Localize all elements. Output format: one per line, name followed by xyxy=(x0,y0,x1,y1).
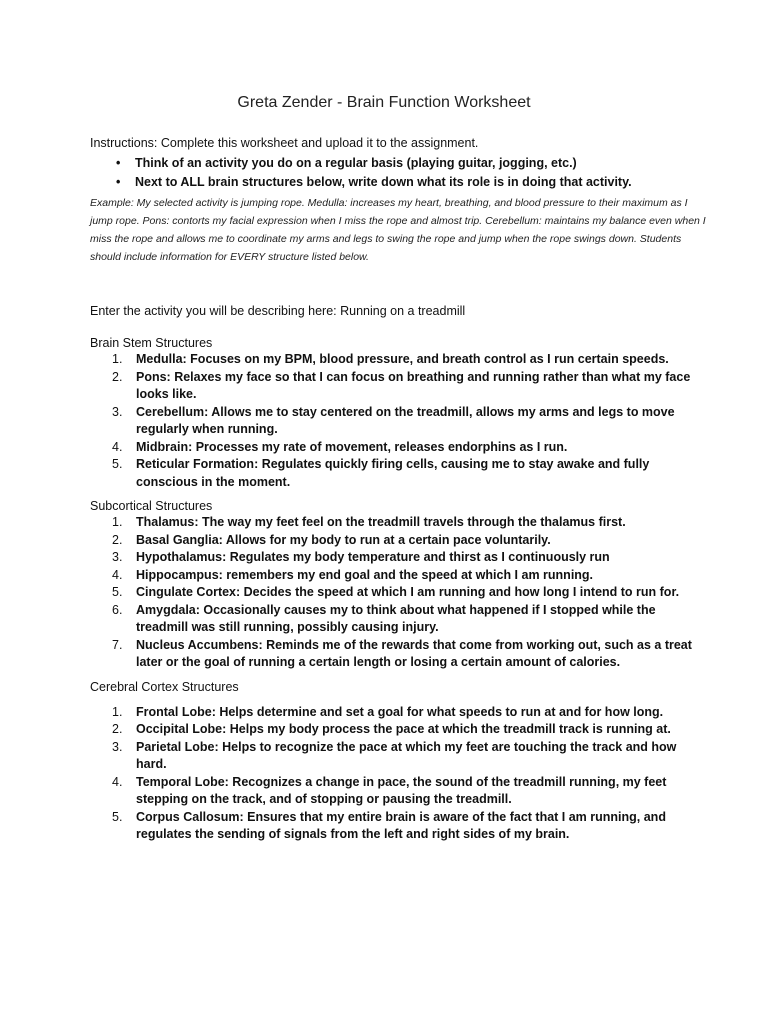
item-number: 6. xyxy=(112,602,123,617)
item-text: Cerebellum: Allows me to stay centered on the treadmill, allows my arms and legs to move regularly when running. xyxy=(136,404,675,436)
list-item xyxy=(112,514,708,532)
item-number: 4. xyxy=(112,567,123,582)
section-heading-cerebral-cortex: Cerebral Cortex Structures xyxy=(90,679,239,694)
item-number: 4. xyxy=(112,439,123,454)
item-number: 1. xyxy=(112,352,123,366)
list-item xyxy=(112,567,708,585)
subcortical-list xyxy=(90,514,708,672)
list-item xyxy=(112,532,708,550)
item-number: 2. xyxy=(112,722,123,736)
cerebral-cortex-list xyxy=(90,704,708,844)
item-text: Nucleus Accumbens: Reminds me of the rewards that come from working out, such as a treat later or the goal of running a certain length or losing a certain amount of calories. xyxy=(136,637,692,669)
item-text: Parietal Lobe: Helps to recognize the pace at which my feet are touching the track and how hard. xyxy=(136,739,677,771)
section-heading-brain-stem: Brain Stem Structures xyxy=(90,336,213,350)
list-item xyxy=(112,637,708,672)
item-number: 4. xyxy=(112,774,123,789)
item-number: 1. xyxy=(112,515,123,529)
item-text: Occipital Lobe: Helps my body process the pace at which the treadmill track is running at. xyxy=(136,722,671,736)
list-item xyxy=(112,351,708,369)
item-text: Medulla: Focuses on my BPM, blood pressure, and breath control as I run certain speeds. xyxy=(136,352,669,366)
list-item xyxy=(112,456,708,491)
item-number: 3. xyxy=(112,404,123,419)
list-item xyxy=(112,809,708,844)
item-text: Amygdala: Occasionally causes my to think about what happened if I stopped while the treadmill was still running, possibly causing injury. xyxy=(136,602,656,634)
list-item xyxy=(112,704,708,722)
list-item xyxy=(112,774,708,809)
item-number: 3. xyxy=(112,550,123,564)
item-text: Basal Ganglia: Allows for my body to run at a certain pace voluntarily. xyxy=(136,532,551,547)
section-heading-subcortical: Subcortical Structures xyxy=(90,499,213,513)
list-item xyxy=(112,404,708,439)
item-number: 2. xyxy=(112,369,123,384)
item-number: 3. xyxy=(112,739,123,754)
list-item xyxy=(112,369,708,404)
item-number: 5. xyxy=(112,585,123,599)
example-paragraph: Example: My selected activity is jumping rope. Medulla: increases my heart, breathing, and blood pressure to their maximum as I jump rope. Pons: contorts my facial expression when I miss the rope and almost trip. Cerebellum: maintains my balance even when I miss the rope and allows me to coordinate my arms and legs to swing the rope and jump when the rope swings down. Students should include information for EVERY structure listed below. xyxy=(90,197,706,263)
list-item xyxy=(112,584,708,602)
item-number: 5. xyxy=(112,457,123,471)
item-text: Midbrain: Processes my rate of movement, releases endorphins as I run. xyxy=(136,439,568,454)
instruction-bullets xyxy=(90,154,708,192)
page-title: Greta Zender - Brain Function Worksheet xyxy=(237,94,531,111)
list-item xyxy=(112,549,708,567)
list-item xyxy=(112,721,708,739)
activity-line: Enter the activity you will be describing here: Running on a treadmill xyxy=(90,304,466,318)
item-number: 1. xyxy=(112,704,123,719)
item-text: Hypothalamus: Regulates my body temperature and thirst as I continuously run xyxy=(136,550,610,564)
item-text: Reticular Formation: Regulates quickly firing cells, causing me to stay awake and fully conscious in the moment. xyxy=(136,457,650,489)
item-text: Temporal Lobe: Recognizes a change in pace, the sound of the treadmill running, my feet stepping on the track, and of stopping or pausing the treadmill. xyxy=(136,774,667,806)
item-text: Thalamus: The way my feet feel on the treadmill travels through the thalamus first. xyxy=(136,515,626,529)
bullet-item: • Next to ALL brain structures below, write down what its role is in doing that activity. xyxy=(116,173,708,192)
item-number: 2. xyxy=(112,532,123,547)
item-text: Hippocampus: remembers my end goal and the speed at which I am running. xyxy=(136,567,594,582)
list-item xyxy=(112,439,708,457)
item-text: Corpus Callosum: Ensures that my entire brain is aware of the fact that I am running, and regulates the sending of signals from the left and right sides of my brain. xyxy=(136,809,666,841)
list-item xyxy=(112,602,708,637)
item-text: Cingulate Cortex: Decides the speed at which I am running and how long I intend to run for. xyxy=(136,585,680,599)
bullet-item: • Think of an activity you do on a regular basis (playing guitar, jogging, etc.) xyxy=(116,154,708,173)
item-text: Frontal Lobe: Helps determine and set a goal for what speeds to run at and for how long. xyxy=(136,704,664,719)
instructions: Instructions: Complete this worksheet and upload it to the assignment. xyxy=(90,136,479,150)
list-item xyxy=(112,739,708,774)
item-number: 7. xyxy=(112,637,123,652)
item-number: 5. xyxy=(112,809,123,824)
brain-stem-list xyxy=(90,351,708,491)
item-text: Pons: Relaxes my face so that I can focus on breathing and running rather than what my face looks like. xyxy=(136,369,691,401)
